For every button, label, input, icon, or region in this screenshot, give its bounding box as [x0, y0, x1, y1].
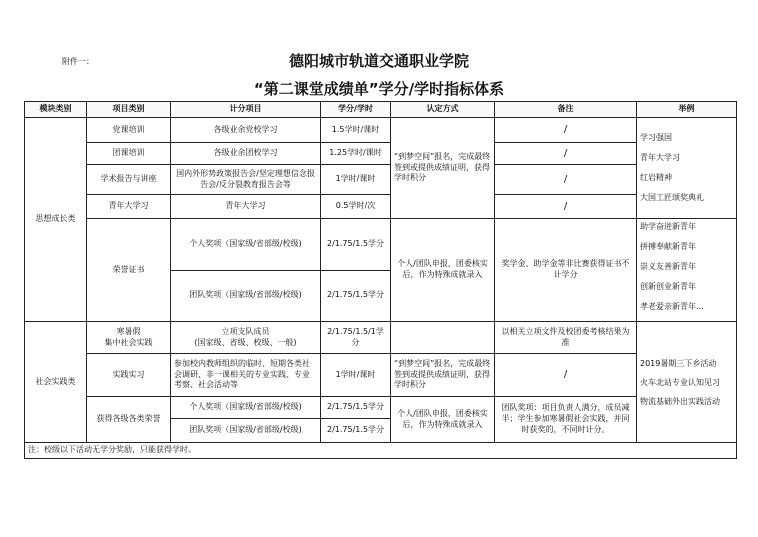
col-header: 计分项目 [171, 102, 321, 118]
credit-cell: 2/1.75/1.5学分 [321, 397, 391, 419]
col-header: 项目类别 [87, 102, 171, 118]
col-header: 模块类别 [25, 102, 87, 118]
col-header: 认定方式 [391, 102, 495, 118]
example-item: 拼搏奉献新青年 [640, 242, 696, 251]
method-cell [391, 322, 495, 354]
footnote: 注：校级以下活动无学分奖励，只能获得学时。 [25, 443, 737, 459]
note-cell: 以相关立项文件及校团委考核结果为准 [495, 322, 637, 354]
examples-cell [637, 322, 737, 443]
category-cell: 实践实习 [87, 354, 171, 397]
module-name: 社会实践类 [25, 322, 87, 443]
method-cell: 个人/团队申报，团委核实后，作为特殊成就录入 [391, 219, 495, 322]
item-cell: 团队奖项（国家级/省部级/校级) [171, 270, 321, 322]
credit-cell: 1.5学时/课时 [321, 118, 391, 143]
example-item: 火车北站专业认知见习 [640, 377, 720, 387]
credit-table [24, 101, 737, 459]
page-subtitle: “第二课堂成绩单”学分/学时指标体系 [253, 80, 505, 98]
table-row [25, 195, 737, 219]
example-item: 物流基础外出实践活动 [640, 396, 720, 406]
credit-cell: 2/1.75/1.5学分 [321, 270, 391, 322]
example-item: 创新创业新青年 [640, 282, 696, 291]
footnote-row [25, 443, 737, 459]
category-cell: 获得各级各类荣誉 [87, 397, 171, 443]
credit-cell: 2/1.75/1.5学分 [321, 419, 391, 443]
table-row [25, 397, 737, 419]
example-item: 学习强国 [640, 133, 672, 142]
item-cell: 各级业余党校学习 [171, 118, 321, 143]
category-cell: 荣誉证书 [87, 219, 171, 322]
note-cell: / [495, 354, 637, 397]
category-cell: 寒暑假 集中社会实践 [87, 322, 171, 354]
table-row [25, 118, 737, 143]
example-item: 大国工匠颂奖典礼 [640, 193, 704, 202]
note-cell: / [495, 118, 637, 143]
table-row [25, 165, 737, 195]
credit-cell: 0.5学时/次 [321, 195, 391, 219]
credit-cell: 2/1.75/1.5/1学分 [321, 322, 391, 354]
module-name: 思想成长类 [25, 118, 87, 322]
item-cell: 个人奖项（国家级/省部级/校级) [171, 219, 321, 271]
examples-cell [637, 118, 737, 219]
example-item: 青年大学习 [640, 153, 680, 162]
table-row [25, 354, 737, 397]
credit-cell: 1.25学时/课时 [321, 143, 391, 165]
example-item: 孝老爱亲新青年... [640, 302, 704, 311]
example-item: 红岩精神 [640, 173, 672, 182]
col-header: 备注 [495, 102, 637, 118]
category-cell: 党课培训 [87, 118, 171, 143]
note-cell: 奖学金、助学金等非比赛获得证书不计学分 [495, 219, 637, 322]
note-cell: / [495, 143, 637, 165]
col-header: 学分/学时 [321, 102, 391, 118]
item-cell: 个人奖项（国家级/省部级/校级) [171, 397, 321, 419]
credit-cell: 1学时/课时 [321, 354, 391, 397]
category-cell: 团课培训 [87, 143, 171, 165]
item-cell: 立项支队成员 (国家级、省级、校级、一般) [171, 322, 321, 354]
table-row [25, 219, 737, 271]
item-cell: 参加校内教师组织的临时、短期各类社会调研、非一课相关的专业实践、专业考察、社会活动等 [171, 354, 321, 397]
example-item: 2019暑期三下乡活动 [640, 358, 717, 368]
method-cell: 个人/团队申报，团委核实后，作为特殊成就录入 [391, 397, 495, 443]
table-header-row [25, 102, 737, 118]
page-title: 德阳城市轨道交通职业学院 [288, 52, 469, 70]
item-cell: 青年大学习 [171, 195, 321, 219]
item-cell: 国内外形势政策报告会/坚定理想信念报告会/反分裂教育报告会等 [171, 165, 321, 195]
credit-cell: 2/1.75/1.5学分 [321, 219, 391, 271]
category-cell: 学术报告与讲座 [87, 165, 171, 195]
annex-label: 附件一： [62, 57, 94, 66]
col-header: 举例 [637, 102, 737, 118]
note-cell: / [495, 165, 637, 195]
examples-cell [637, 219, 737, 322]
credit-cell: 1学时/课时 [321, 165, 391, 195]
table-row [25, 143, 737, 165]
note-cell: 团队奖项：项目负责人满分，成员减半；学生参加寒暑假社会实践，并同时获奖的，不同时计分。 [495, 397, 637, 443]
table-row [25, 322, 737, 354]
category-cell: 青年大学习 [87, 195, 171, 219]
item-cell: 各级业余团校学习 [171, 143, 321, 165]
item-cell: 团队奖项（国家级/省部级/校级) [171, 419, 321, 443]
note-cell: / [495, 195, 637, 219]
method-cell: “到梦空间”报名，完成最终签到或提供成绩证明，获得学时积分 [391, 118, 495, 219]
example-item: 崇义友善新青年 [640, 262, 696, 271]
method-cell: “到梦空间”报名，完成最终签到或提供成绩证明，获得学时积分 [391, 354, 495, 397]
example-item: 助学奋进新青年 [640, 222, 696, 231]
